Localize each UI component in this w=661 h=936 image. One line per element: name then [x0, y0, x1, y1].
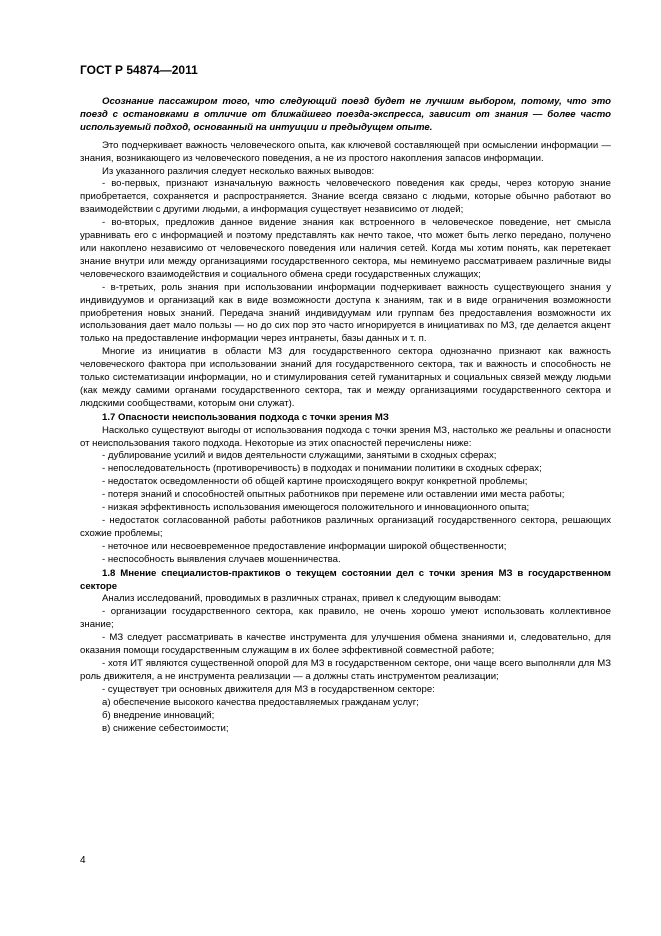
sub-list-item: в) снижение себестоимости; [102, 722, 229, 734]
list-item: - хотя ИТ являются существенной опорой для МЗ в государственном секторе, они чаще всего выполняли для МЗ роль движителя, а не инструмента реализации — а должны стать инструментом реализации; [80, 657, 611, 682]
paragraph: Насколько существуют выгоды от использования подхода с точки зрения МЗ, настолько же реальны и опасности от неиспользования такого подхода. Некоторые из этих опасностей перечислены ниже: [80, 424, 611, 449]
page-number: 4 [80, 855, 86, 866]
list-item: - недостаток согласованной работы работников различных организаций государственного сектора, решающих схожие проблемы; [80, 515, 611, 539]
paragraph: Многие из инициатив в области МЗ для государственного сектора однозначно признают как важность человеческого фактора при использовании знаний для государственного сектора, так и важность и способность не только систематизации информации, но и стимулирования сетей гуманитарных и социальных связей между людьми (как между самими органами государственного сектора, так и между организациями государственного сектора и людскими сообществами, которым они служат). [80, 346, 611, 409]
document-header: ГОСТ Р 54874—2011 [80, 63, 198, 77]
list-item: - в-третьих, роль знания при использовании информации подчеркивает важность существующего знания у индивидуумов и организаций как в виде возможности доступа к знаниям, так и в виде ограничения возможности приобретения новых знаний. Передача знаний индивидуумам или группам без предоставления возможности их использования дает мало пользы — но до сих пор это часто игнорируется в инициативах по МЗ, где делается акцент только на предоставление информации через интранеты, базы данных и т. п. [80, 281, 611, 345]
section-heading-1-7: 1.7 Опасности неиспользования подхода с точки зрения МЗ [102, 411, 389, 423]
document-body [80, 96, 611, 735]
list-item: - недостаток осведомленности об общей картине происходящего вокруг конкретной проблемы; [102, 476, 528, 488]
section-heading-1-8: 1.8 Мнение специалистов-практиков о текущем состоянии дел с точки зрения МЗ в государственном секторе [80, 567, 611, 592]
quote-paragraph: Осознание пассажиром того, что следующий поезд будет не лучшим выбором, потому, что это поезд с остановками в отличие от ближайшего поезда-экспресса, зависит от знания — более часто используемый подход, основанный на интуиции и предыдущем опыте. [80, 96, 611, 133]
list-item: - потеря знаний и способностей опытных работников при перемене или оставлении ими места работы; [102, 489, 565, 501]
list-item: - существует три основных движителя для МЗ в государственном секторе: [102, 683, 435, 695]
list-item: - организации государственного сектора, как правило, не очень хорошо умеют использовать коллективное знание; [80, 606, 611, 631]
sub-list-item: б) внедрение инноваций; [102, 709, 215, 721]
sub-list-item: а) обеспечение высокого качества предоставляемых гражданам услуг; [102, 696, 419, 708]
list-item: - дублирование усилий и видов деятельности служащими, занятыми в сходных сферах; [102, 450, 497, 462]
list-item: - неспособность выявления случаев мошенничества. [102, 553, 341, 565]
paragraph: Это подчеркивает важность человеческого опыта, как ключевой составляющей при осмыслении информации — знания, возникающего из человеческого поведения, а не из простого накопления запасов информации. [80, 139, 611, 164]
list-item: - непоследовательность (противоречивость) в подходах и понимании политики в сходных сферах; [102, 463, 542, 475]
list-item: - во-вторых, предложив данное видение знания как встроенного в человеческое поведение, нет смысла уравнивать его с информацией и поэтому представлять как нечто такое, что может быть легко передано, получено или накоплено независимо от человеческого поведения или наличия сетей. Когда мы хотим понять, как перетекает знание внутри или между организациями государственного сектора, мы неминуемо рассматриваем различные виды человеческого взаимодействия и социального обмена среди государственных служащих; [80, 217, 611, 280]
list-item: - неточное или несвоевременное предоставление информации широкой общественности; [102, 540, 507, 552]
list-item: - низкая эффективность использования имеющегося положительного и инновационного опыта; [102, 502, 530, 514]
paragraph: Из указанного различия следует несколько важных выводов: [102, 165, 375, 177]
list-item: - во-первых, признают изначальную важность человеческого поведения как среды, через которую знание приобретается, сохраняется и распространяется. Знание всегда связано с людьми, которые обычно работают во взаимодействии с другими людьми, а информация существует независимо от людей; [80, 178, 611, 216]
list-item: - МЗ следует рассматривать в качестве инструмента для улучшения обмена знаниями и, следовательно, для оказания помощи государственным служащим в их более эффективной совместной работе; [80, 632, 611, 657]
paragraph: Анализ исследований, проводимых в различных странах, привел к следующим выводам: [102, 593, 502, 605]
